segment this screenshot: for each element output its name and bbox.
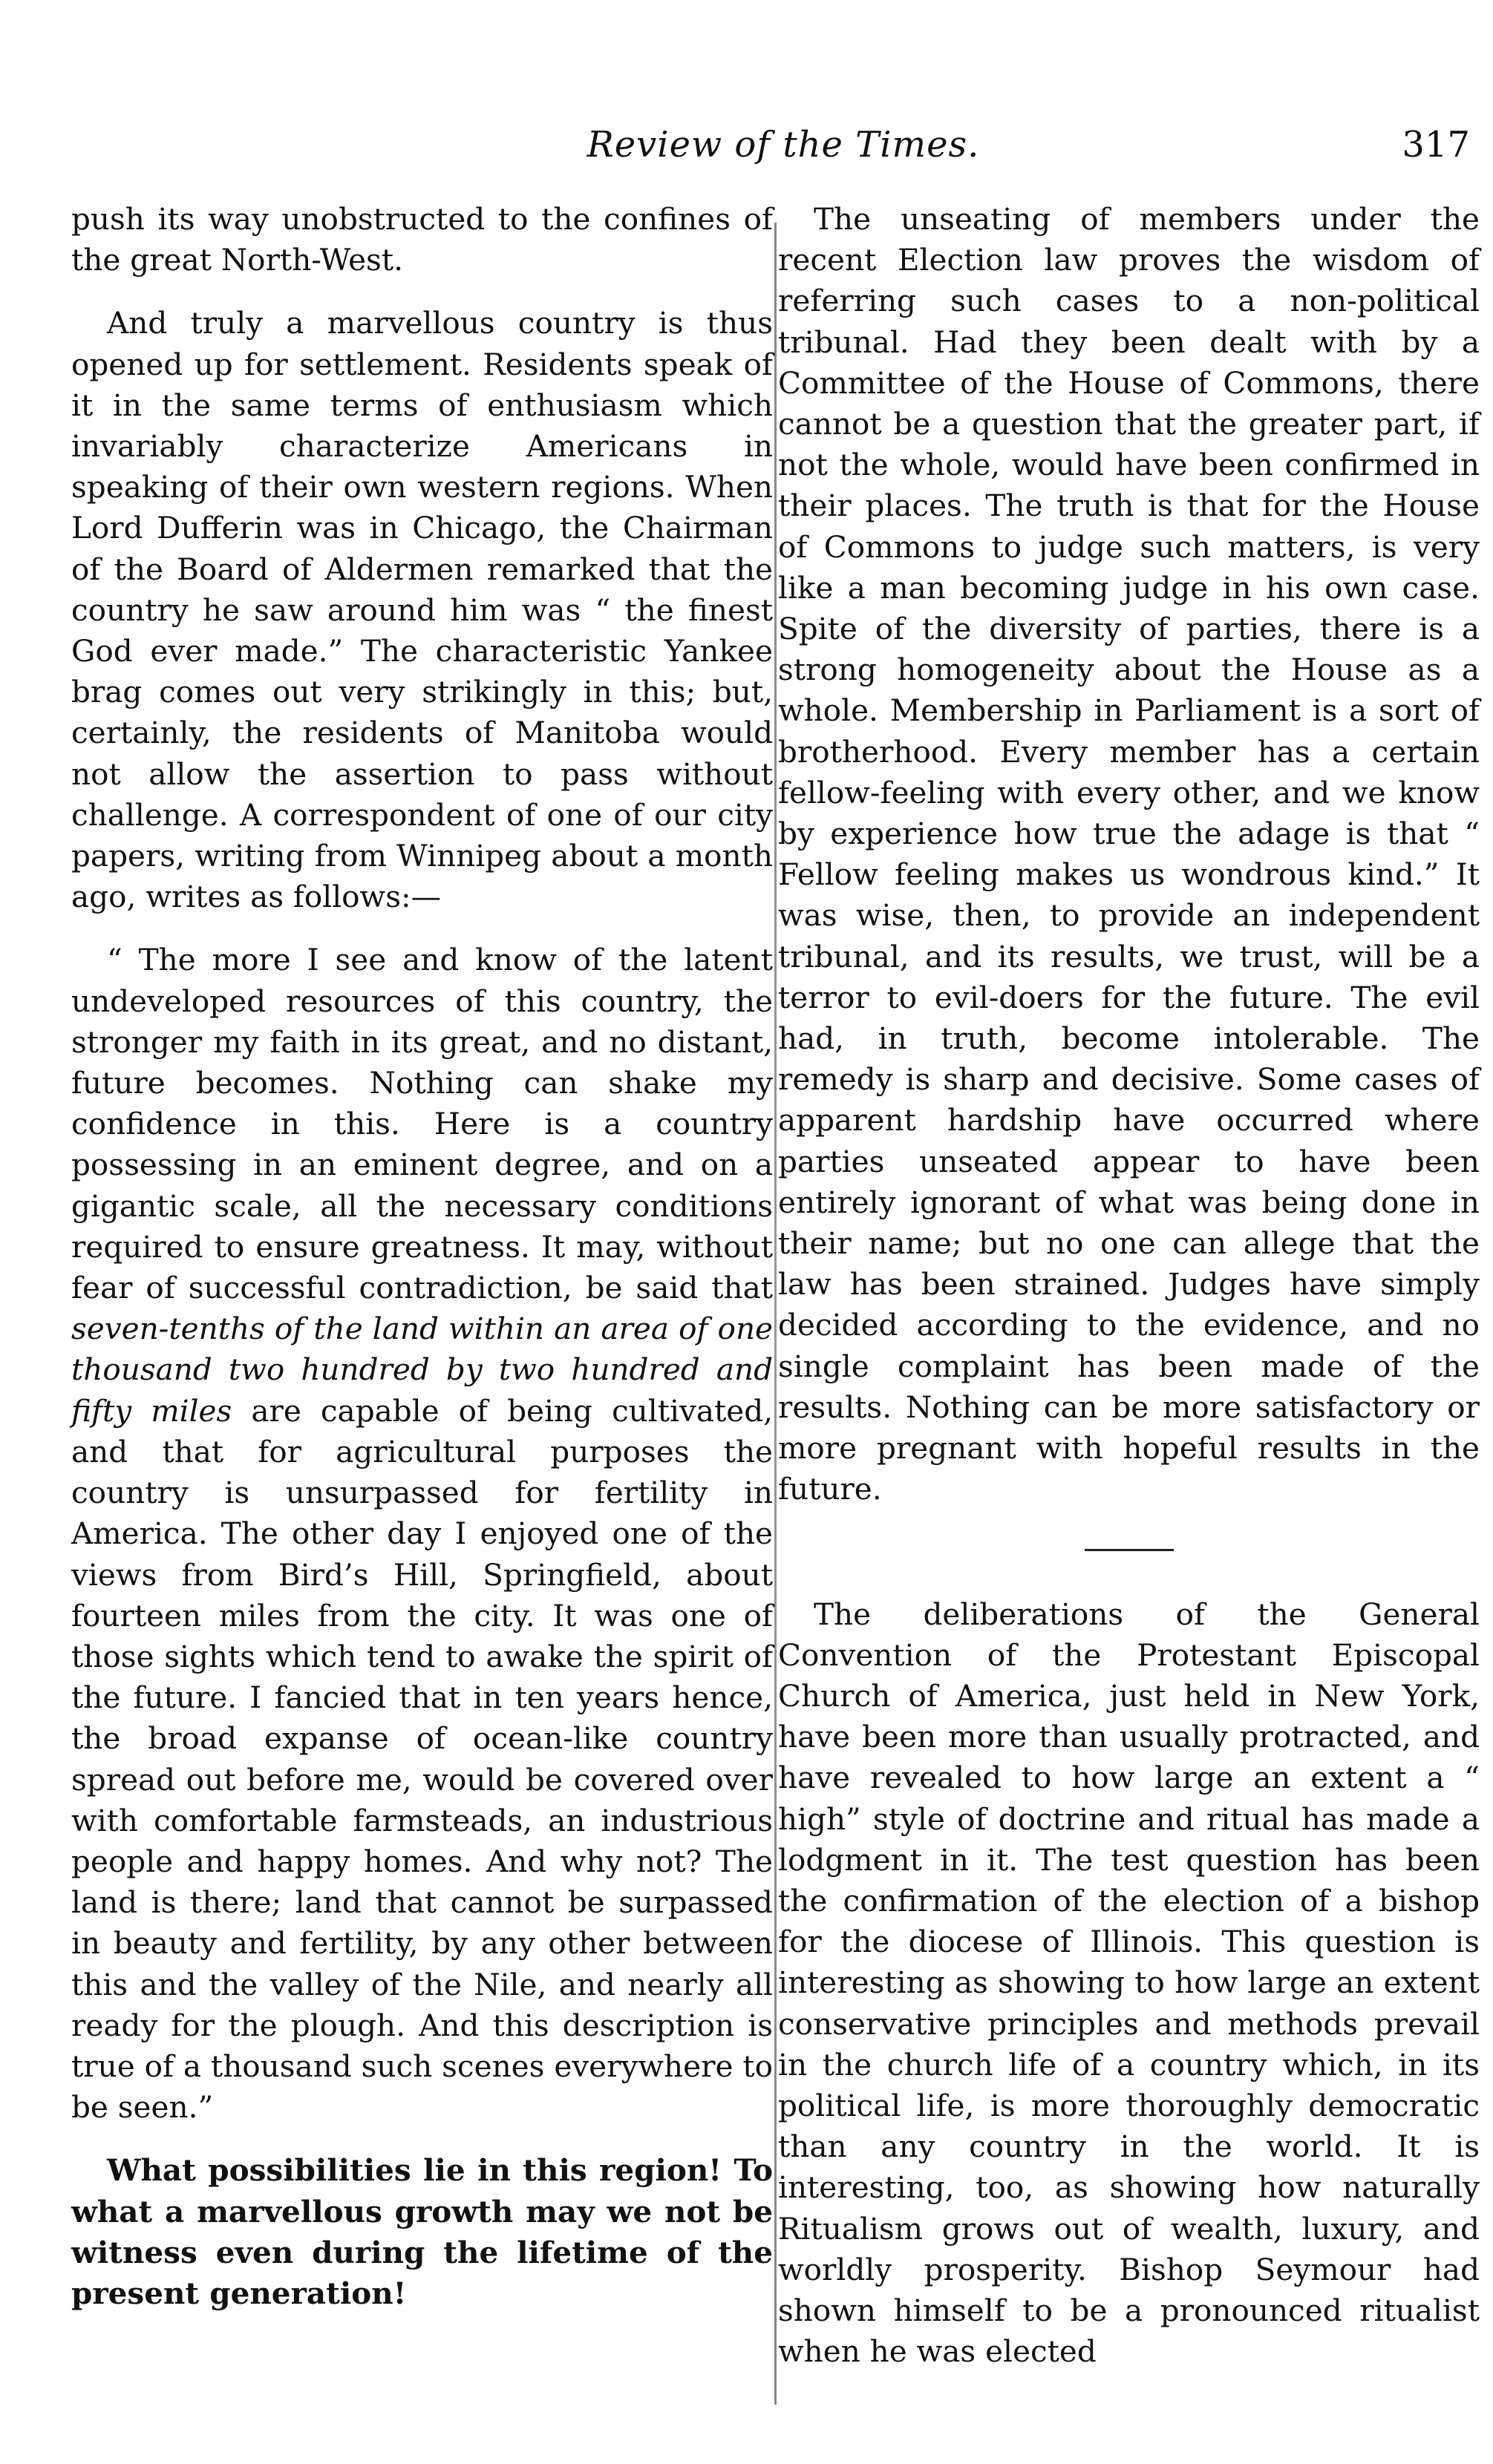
- right-paragraph-episcopal-convention: The deliberations of the General Convention of the Protestant Episcopal Church of America, just held in New York, have been more than usually protracted, and have revealed to how large an extent a “ high” style of doctrine and ritual has made a lodgment in it. The test question has been the confirmation of the election of a bishop for the diocese of Illinois. This question is interesting as showing to how large an extent conservative principles and methods prevail in the church life of a country which, in its political life, is more thoroughly democratic than any country in the world. It is interesting, too, as showing how naturally Ritualism grows out of wealth, luxury, and worldly prosperity. Bishop Seymour had shown himself to be a pronounced ritualist when he was elected: [778, 1596, 1480, 2370]
- quote-italic-text: seven-tenths of the land within an area of one thousand two hundred by two hundred and fifty miles: [71, 1311, 773, 1429]
- running-head: [74, 119, 1470, 171]
- section-break-rule: [1085, 1549, 1174, 1551]
- running-title: Review of the Times.: [587, 124, 980, 166]
- page-number: 317: [1402, 124, 1470, 166]
- left-paragraph-possibilities: What possibilities lie in this region! To what a marvellous growth may we not be witness even during the lifetime of the present generation!: [71, 2152, 773, 2311]
- column-divider: [774, 223, 777, 2405]
- quote-text-after: are capable of being cultivated, and that for agricultural purposes the country is unsurpassed for fertility in America. The other day I enjoyed one of the views from Bird’s Hill, Springfield, about fourteen miles from the city. It was one of those sights which tend to awake the spirit of the future. I fancied that in ten years hence, the broad expanse of ocean-like country spread out before me, would be covered over with comfortable farmsteads, an industrious people and happy homes. And why not? The land is there; land that cannot be surpassed in beauty and fertility, by any other between this and the valley of the Nile, and nearly all ready for the plough. And this description is true of a thousand such scenes everywhere to be seen.”: [71, 1392, 774, 2126]
- left-quotation: [71, 940, 773, 2128]
- left-paragraph-manitoba: And truly a marvellous country is thus opened up for settlement. Residents speak of it in the same terms of enthusiasm which invariably characterize Americans in speaking of their own western regions. When Lord Dufferin was in Chicago, the Chairman of the Board of Aldermen remarked that the country he saw around him was “ the finest God ever made.” The characteristic Yankee brag comes out very strikingly in this; but, certainly, the residents of Manitoba would not allow the assertion to pass without challenge. A correspondent of one of our city papers, writing from Winnipeg about a month ago, writes as follows:—: [71, 305, 773, 915]
- left-column: [71, 199, 773, 2314]
- left-paragraph-continuation: push its way unobstructed to the confines of the great North-West.: [71, 201, 773, 278]
- right-paragraph-election-law: The unseating of members under the recent Election law proves the wisdom of referring such cases to a non-political tribunal. Had they been dealt with by a Committee of the House of Commons, there cannot be a question that the greater part, if not the whole, would have been confirmed in their places. The truth is that for the House of Commons to judge such matters, is very like a man becoming judge in his own case. Spite of the diversity of parties, there is a strong homogeneity about the House as a whole. Membership in Parliament is a sort of brotherhood. Every member has a certain fellow-feeling with every other, and we know by experience how true the adage is that “ Fellow feeling makes us wondrous kind.” It was wise, then, to provide an independent tribunal, and its results, we trust, will be a terror to evil-doers for the future. The evil had, in truth, become intolerable. The remedy is sharp and decisive. Some cases of apparent hardship have occurred where parties unseated appear to have been entirely ignorant of what was being done in their name; but no one can allege that the law has been strained. Judges have simply decided according to the evidence, and no single complaint has been made of the results. Nothing can be more satisfactory or more pregnant with hopeful results in the future.: [778, 201, 1480, 1507]
- quote-text-before: “ The more I see and know of the latent undeveloped resources of this country, the stronger my faith in its great, and no distant, future becomes. Nothing can shake my confidence in this. Here is a country possessing in an eminent degree, and on a gigantic scale, all the necessary conditions required to ensure greatness. It may, without fear of successful contradiction, be said that: [71, 942, 773, 1306]
- right-column: [778, 199, 1480, 2372]
